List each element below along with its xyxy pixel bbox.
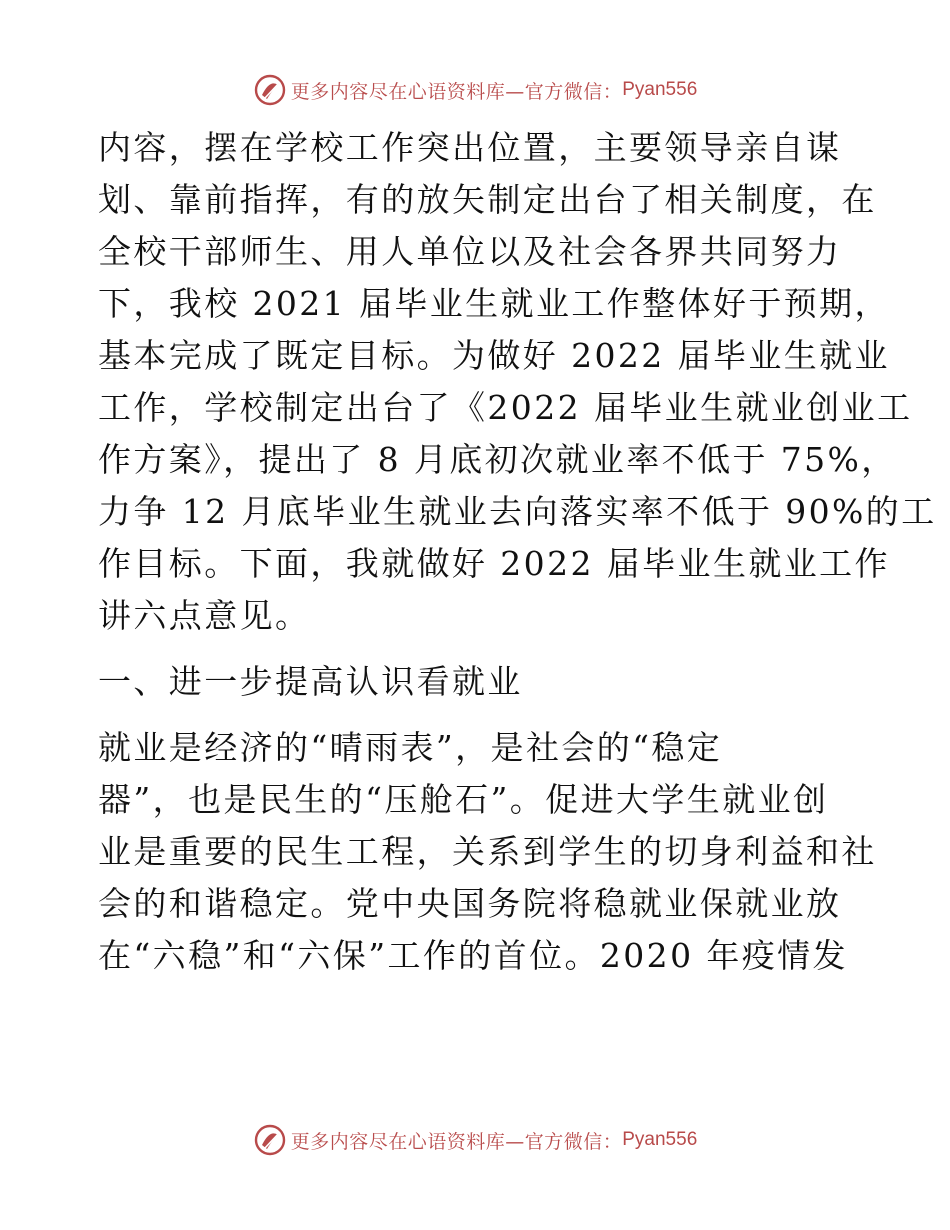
paragraph-line: 作方案》，提出了 8 月底初次就业率不低于 75%， [98,440,897,479]
paragraph-line: 力争 12 月底毕业生就业去向落实率不低于 90%的工 [98,492,937,531]
paragraph-line: 全校干部师生、用人单位以及社会各界共同努力 [98,232,842,271]
paragraph-line: 下，我校 2021 届毕业生就业工作整体好于预期， [98,284,890,323]
watermark-wechat-id: Pyan556 [622,79,698,100]
document-body [98,122,937,982]
paragraph-line: 讲六点意见。 [98,596,311,635]
header-watermark [0,70,950,110]
paragraph-line: 基本完成了既定目标。为做好 2022 届毕业生就业 [98,336,890,375]
watermark-wechat-id: Pyan556 [622,1129,698,1150]
paragraph-line: 作目标。下面，我就做好 2022 届毕业生就业工作 [98,544,890,583]
paragraph-spacer [98,642,868,656]
paragraph-line: 会的和谐稳定。党中央国务院将稳就业保就业放 [98,884,842,923]
paragraph-line: 工作，学校制定出台了《2022 届毕业生就业创业工 [98,388,913,427]
watermark-text: 更多内容尽在心语资料库—官方微信： [290,1130,623,1153]
section-heading: 一、进一步提高认识看就业 [98,662,523,701]
paragraph-line: 器”，也是民生的“压舱石”。促进大学生就业创 [98,780,829,819]
paragraph-line: 业是重要的民生工程，关系到学生的切身利益和社 [98,832,877,871]
brand-logo-icon [253,73,287,107]
paragraph-line: 内容，摆在学校工作突出位置，主要领导亲自谋 [98,128,842,167]
paragraph-line: 在“六稳”和“六保”工作的首位。2020 年疫情发 [98,936,848,975]
paragraph-spacer [98,708,868,722]
paragraph-line: 划、靠前指挥，有的放矢制定出台了相关制度，在 [98,180,877,219]
watermark-text: 更多内容尽在心语资料库—官方微信： [290,80,623,103]
paragraph-line: 就业是经济的“晴雨表”，是社会的“稳定 [98,728,723,767]
brand-logo-icon [253,1123,287,1157]
footer-watermark [0,1120,950,1160]
